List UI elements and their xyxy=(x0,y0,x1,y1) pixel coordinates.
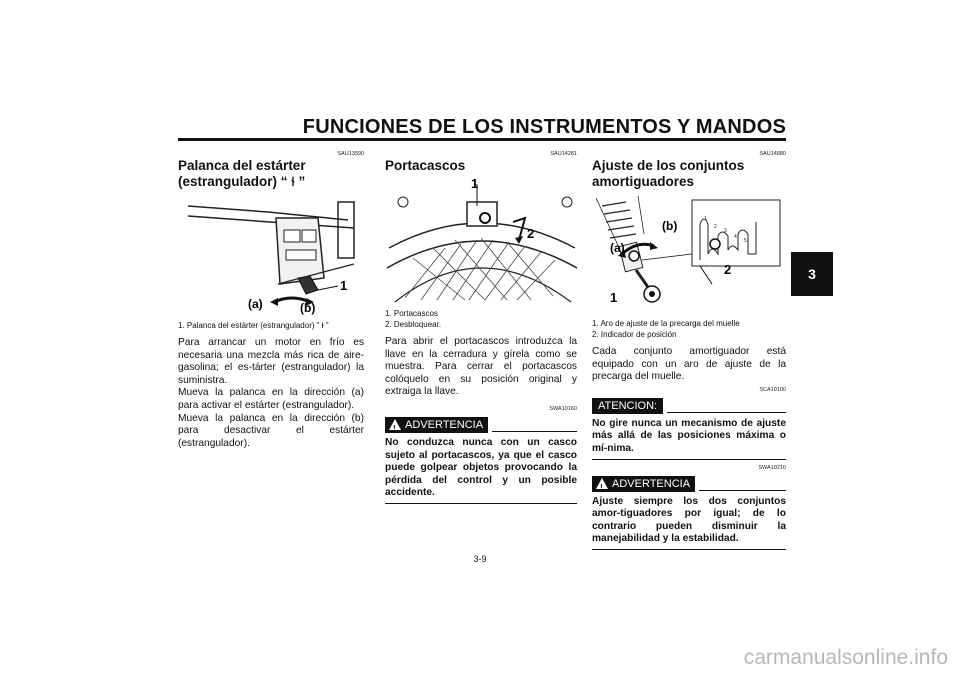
notice-ref-code: SCA10100 xyxy=(759,386,786,393)
caption-item: 2. Desbloquear. xyxy=(385,320,442,329)
notice-text: No gire nunca un mecanismo de ajuste más allá de las posiciones máxima o mí-nima. xyxy=(592,418,786,460)
shock-absorber-drawing xyxy=(592,194,786,316)
notice-header xyxy=(592,398,786,414)
warning-header xyxy=(592,476,786,492)
title-line-1: Palanca del estárter xyxy=(178,158,306,173)
warning-header xyxy=(385,417,577,433)
position-number-1: 1 xyxy=(704,216,707,222)
caption-item: 1. Portacascos xyxy=(385,309,438,318)
helmet-holder-illustration xyxy=(385,178,577,306)
section-choke-lever xyxy=(178,150,364,450)
section-shock-absorbers xyxy=(592,150,786,550)
page-number: 3-9 xyxy=(473,554,487,564)
label-a: (a) xyxy=(248,297,263,311)
warning-triangle-icon: ! xyxy=(389,419,401,430)
position-number-2: 2 xyxy=(714,224,717,230)
caption-item: 1. Aro de ajuste de la precarga del muelle xyxy=(592,319,740,328)
shock-absorber-illustration xyxy=(592,194,786,316)
body-paragraph: Para arrancar un motor en frío es necesaria una mezcla más rica de aire-gasolina; el es-tárter (estrangulador) la suministra. Mueva la palanca en la dirección (a) para activar el estárter (estrangulador). Mueva la palanca en la dirección (b) para desactivar el estárter (estrangulador). xyxy=(178,337,364,449)
body-paragraph: Cada conjunto amortiguador está equipado con un aro de ajuste de la precarga del muelle. xyxy=(592,346,786,383)
helmet-holder-drawing xyxy=(385,178,577,306)
body-paragraph: Para abrir el portacascos introduzca la llave en la cerradura y gírela como se muestra. Para cerrar el portacascos colóquelo en su posición original y extraiga la llave. xyxy=(385,336,577,398)
warning-triangle-icon: ! xyxy=(596,478,608,489)
position-number-3: 3 xyxy=(724,228,727,234)
title-line-2: amortiguadores xyxy=(592,174,695,189)
warning-rule xyxy=(699,490,786,491)
warning-text: Ajuste siempre los dos conjuntos amor-tiguadores por igual; de lo contrario pueden disminuir la manejabilidad y la estabilidad. xyxy=(592,496,786,550)
caption-item: 2. Indicador de posición xyxy=(592,330,677,339)
caption-item: 1. Palanca del estárter (estrangulador) “ ⫮ ” xyxy=(178,321,329,330)
section-title xyxy=(178,158,364,190)
section-ref-code: SAU13590 xyxy=(337,151,364,157)
label-b: (b) xyxy=(300,301,316,315)
section-title xyxy=(592,158,786,190)
section-ref-code: SAU14880 xyxy=(759,151,786,157)
section-title: Portacascos xyxy=(385,158,466,173)
chapter-tab: 3 xyxy=(791,252,833,296)
choke-symbol-icon: ⫮ xyxy=(287,174,299,189)
label-1: 1 xyxy=(340,278,348,293)
warning-ref-code: SWA10160 xyxy=(549,405,577,412)
position-number-5: 5 xyxy=(744,238,747,244)
page-header-title: FUNCIONES DE LOS INSTRUMENTOS Y MANDOS xyxy=(302,116,786,138)
warning-text: No conduzca nunca con un casco sujeto al portacascos, ya que el casco puede golpear objetos provocando la pérdida del control y un posible accidente. xyxy=(385,437,577,504)
title-line-1: Ajuste de los conjuntos xyxy=(592,158,745,173)
choke-lever-drawing xyxy=(178,198,364,316)
label-a: (a) xyxy=(610,241,625,255)
label-2: 2 xyxy=(527,226,535,241)
section-ref-code: SAU14281 xyxy=(550,151,577,157)
position-number-4: 4 xyxy=(734,234,737,240)
warning-label: ADVERTENCIA xyxy=(405,418,484,431)
choke-lever-illustration xyxy=(178,198,364,316)
warning-badge xyxy=(592,476,695,492)
notice-badge: ATENCION: xyxy=(592,398,663,414)
label-1: 1 xyxy=(471,178,479,191)
figure-captions xyxy=(178,320,364,331)
warning-rule xyxy=(492,431,577,432)
warning-label: ADVERTENCIA xyxy=(612,477,691,490)
title-line-2-end: ” xyxy=(298,174,306,189)
warning-badge xyxy=(385,417,488,433)
section-helmet-holder xyxy=(385,150,577,504)
warning-ref-code: SWA10210 xyxy=(758,464,786,471)
label-b: (b) xyxy=(662,219,678,233)
title-line-2: (estrangulador) “ xyxy=(178,174,288,189)
watermark: carmanualsonline.info xyxy=(743,646,948,669)
figure-captions xyxy=(385,308,577,330)
header-rule xyxy=(178,138,786,141)
label-1: 1 xyxy=(610,290,618,305)
label-2: 2 xyxy=(724,262,732,277)
figure-captions xyxy=(592,318,786,340)
notice-rule xyxy=(667,412,786,413)
